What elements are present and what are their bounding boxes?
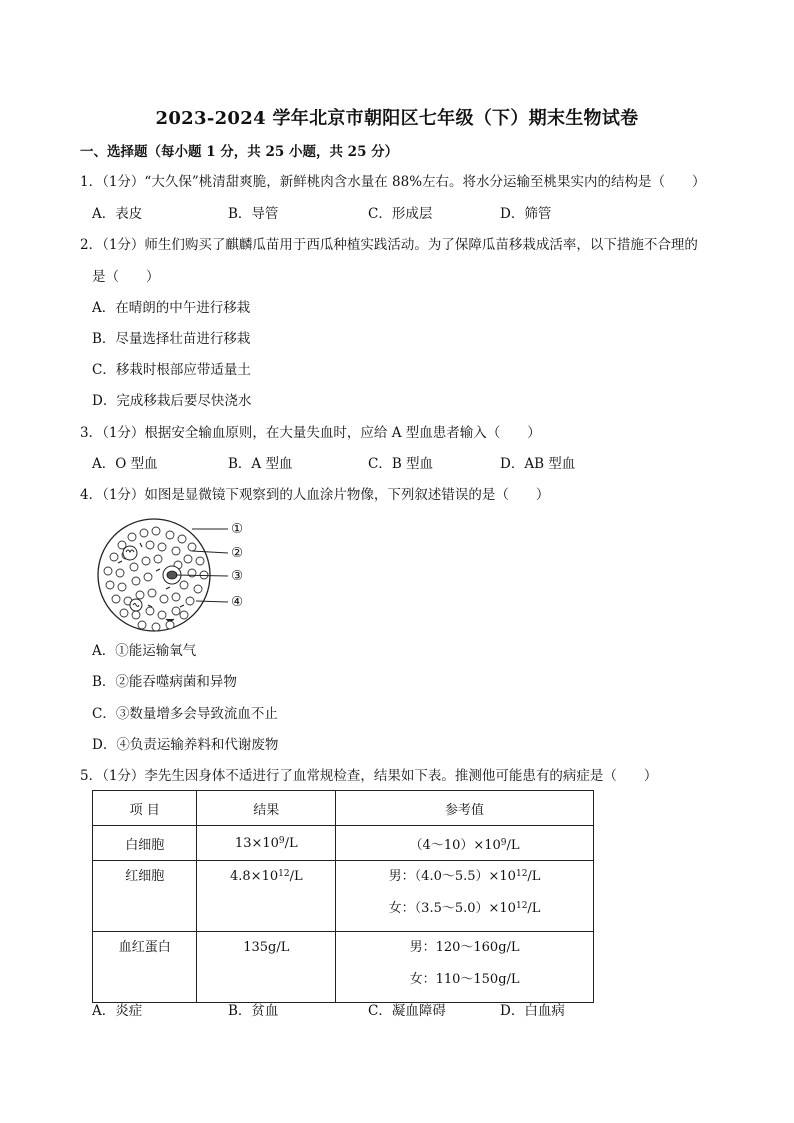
cell-reference: 男：$(4.0\sim 5.5)\times 10^{12}/L$ 女：$(3.5\sim 5.0)\times 10^{12}/L$ [336,861,594,932]
q2-option-a[interactable]: A．在晴朗的中午进行移栽 [92,300,251,316]
cell-result: $13\times 10^9/L$ [197,826,336,861]
q1-option-a[interactable]: A．表皮 [92,206,143,222]
q2-option-b[interactable]: B．尽量选择壮苗进行移栽 [92,331,251,347]
figure-label-3: ③ [231,568,244,584]
question-3-stem: 3．（1分）根据安全输血原则，在大量失血时，应给 A 型血患者输入（ ） [80,425,541,441]
question-5-stem: 5．（1分）李先生因身体不适进行了血常规检查，结果如下表。推测他可能患有的病症是（ ） [80,768,658,784]
q3-option-b[interactable]: B．A 型血 [228,456,293,472]
cell-item: 红细胞 [93,861,197,932]
cell-item: 血红蛋白 [93,932,197,1003]
q5-option-a[interactable]: A．炎症 [92,1003,143,1019]
q4-option-d[interactable]: D．④负责运输养料和代谢废物 [92,737,279,753]
question-4-stem: 4．（1分）如图是显微镜下观察到的人血涂片物像，下列叙述错误的是（ ） [80,487,550,503]
q3-option-a[interactable]: A．O 型血 [92,456,158,472]
table-row [93,932,594,1003]
table-row [93,861,594,932]
figure-label-1: ① [231,521,244,537]
cell-item: 白细胞 [93,826,197,861]
question-1-stem: 1．（1分）“大久保”桃清甜爽脆，新鲜桃肉含水量在 88%左右。将水分运输至桃果实内的结构是（ ） [80,174,706,190]
q5-option-c[interactable]: C．凝血障碍 [368,1003,446,1019]
cell-reference: $(4\sim 10)\times 10^9/L$ [336,826,594,861]
q1-option-c[interactable]: C．形成层 [368,206,433,222]
blood-smear-figure [92,515,282,633]
table-header-result: 结果 [197,791,336,826]
table-header-reference: 参考值 [336,791,594,826]
table-header-item: 项 目 [93,791,197,826]
q1-option-d[interactable]: D．筛管 [500,206,552,222]
blood-test-table [92,790,594,1003]
q2-option-d[interactable]: D．完成移栽后要尽快浇水 [92,393,252,409]
q5-option-b[interactable]: B．贫血 [228,1003,279,1019]
q2-option-c[interactable]: C．移栽时根部应带适量土 [92,362,251,378]
q1-option-b[interactable]: B．导管 [228,206,279,222]
question-2-stem: 2．（1分）师生们购买了麒麟瓜苗用于西瓜种植实践活动。为了保障瓜苗移栽成活率，以下措施不合理的 [80,237,698,253]
q4-option-b[interactable]: B．②能吞噬病菌和异物 [92,674,237,690]
q4-option-a[interactable]: A．①能运输氧气 [92,643,197,659]
table-row [93,826,594,861]
cell-reference: 男：120～160g/L 女：110～150g/L [336,932,594,1003]
cell-result: $4.8\times 10^{12}/L$ [197,861,336,932]
q4-option-c[interactable]: C．③数量增多会导致流血不止 [92,706,278,722]
figure-label-4: ④ [231,594,244,610]
q3-option-d[interactable]: D．AB 型血 [500,456,576,472]
section-heading: 一、选择题（每小题 1 分，共 25 小题，共 25 分） [80,144,399,160]
exam-title: 2023-2024 学年北京市朝阳区七年级（下）期末生物试卷 [155,108,639,129]
q5-option-d[interactable]: D．白血病 [500,1003,565,1019]
cell-result: 135g/L [197,932,336,1003]
q3-option-c[interactable]: C．B 型血 [368,456,434,472]
figure-label-2: ② [231,545,244,561]
question-2-stem-cont: 是（ ） [92,269,160,285]
